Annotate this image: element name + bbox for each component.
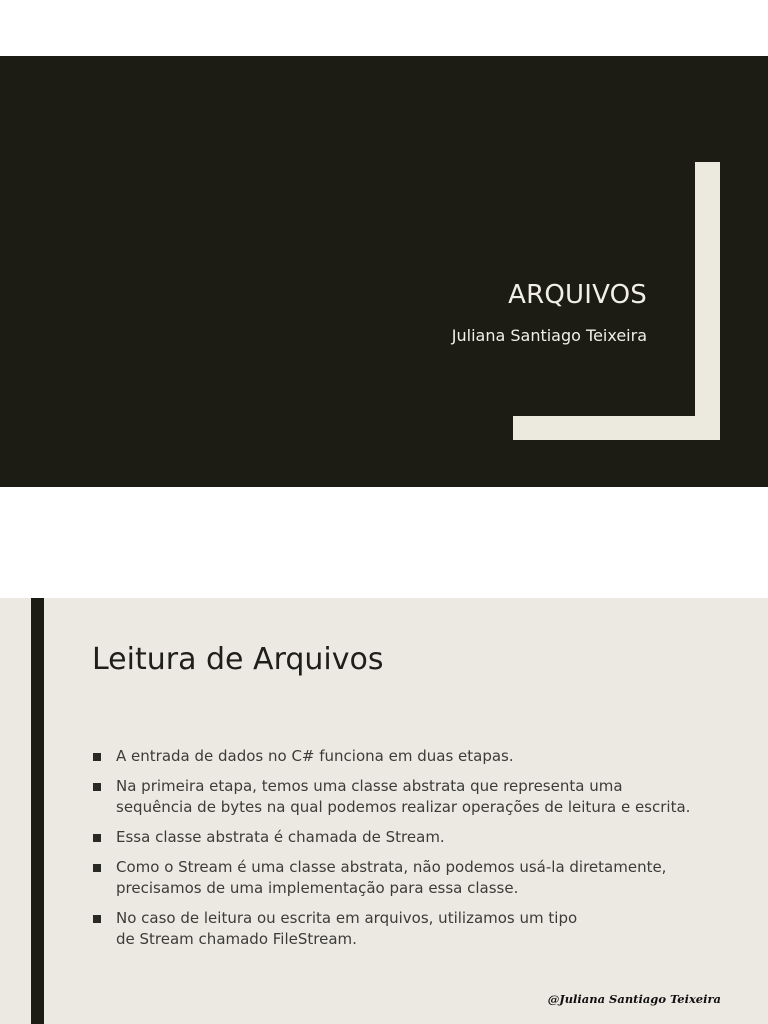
bullet-item <box>92 776 712 818</box>
content-slide <box>0 598 768 1024</box>
bullet-square-icon <box>93 915 101 923</box>
decorative-bracket-horizontal <box>513 416 720 440</box>
decorative-side-bar <box>31 598 44 1024</box>
bullet-item <box>92 857 712 899</box>
bullet-square-icon <box>93 834 101 842</box>
bullet-text-line: precisamos de uma implementação para essa classe. <box>116 879 519 897</box>
bullet-text-line: sequência de bytes na qual podemos realizar operações de leitura e escrita. <box>116 798 691 816</box>
bullet-list <box>92 746 712 959</box>
bullet-square-icon <box>93 864 101 872</box>
bullet-text-line: A entrada de dados no C# funciona em duas etapas. <box>116 747 514 765</box>
bullet-text-line: Como o Stream é uma classe abstrata, não podemos usá-la diretamente, <box>116 858 667 876</box>
bullet-text-line: de Stream chamado FileStream. <box>116 930 357 948</box>
author-signature: @Juliana Santiago Teixeira <box>547 992 721 1006</box>
bullet-square-icon <box>93 753 101 761</box>
bullet-text-line: No caso de leitura ou escrita em arquivos, utilizamos um tipo <box>116 909 578 927</box>
slide-subtitle-author: Juliana Santiago Teixeira <box>451 326 647 345</box>
slide-heading: Leitura de Arquivos <box>92 642 384 677</box>
bullet-square-icon <box>93 783 101 791</box>
bullet-item <box>92 746 712 767</box>
bullet-text-line: Na primeira etapa, temos uma classe abstrata que representa uma <box>116 777 623 795</box>
bullet-item <box>92 908 712 950</box>
title-slide <box>0 56 768 487</box>
decorative-bracket-vertical <box>695 162 720 440</box>
bullet-item <box>92 827 712 848</box>
bullet-text-line: Essa classe abstrata é chamada de Stream. <box>116 828 445 846</box>
slide-title: ARQUIVOS <box>508 280 647 310</box>
